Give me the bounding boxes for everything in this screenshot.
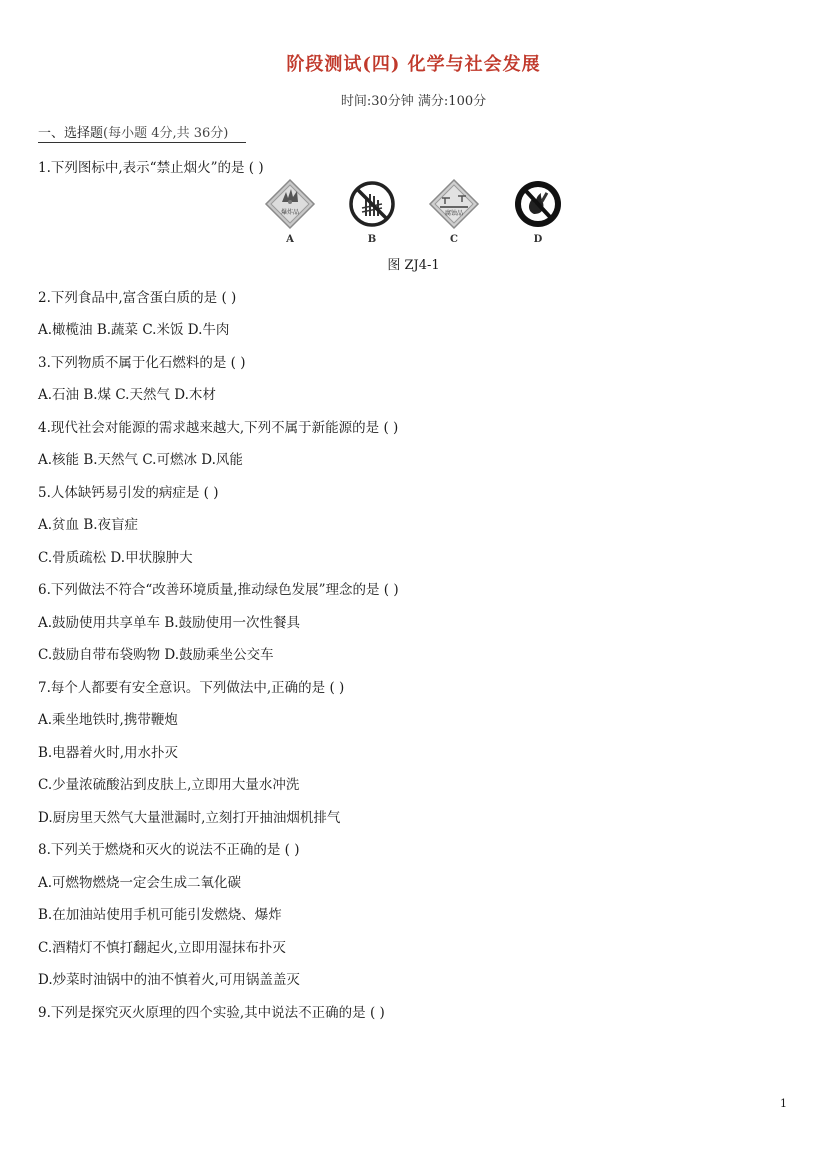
question-8: 8.下列关于燃烧和灭火的说法不正确的是 ( ) xyxy=(38,842,300,858)
question-7: 7.每个人都要有安全意识。下列做法中,正确的是 ( ) xyxy=(38,680,345,696)
question-4: 4.现代社会对能源的需求越来越大,下列不属于新能源的是 ( ) xyxy=(38,420,399,436)
corrosive-sign-icon xyxy=(424,178,484,248)
question-8-option-b: B.在加油站使用手机可能引发燃烧、爆炸 xyxy=(38,907,282,923)
figure-label-a: A xyxy=(286,234,294,245)
question-8-option-a: A.可燃物燃烧一定会生成二氧化碳 xyxy=(38,875,242,891)
page-title: 阶段测试(四) 化学与社会发展 xyxy=(286,54,541,75)
question-5: 5.人体缺钙易引发的病症是 ( ) xyxy=(38,485,219,501)
figure-label-d: D xyxy=(533,234,543,245)
page-number: 1 xyxy=(780,1097,787,1110)
question-7-option-d: D.厨房里天然气大量泄漏时,立刻打开抽油烟机排气 xyxy=(38,810,341,826)
section-note: (每小题 4分,共 36分) xyxy=(103,126,229,141)
question-8-option-d: D.炒菜时油锅中的油不慎着火,可用锅盖盖灭 xyxy=(38,972,300,988)
question-3: 3.下列物质不属于化石燃料的是 ( ) xyxy=(38,355,246,371)
question-7-option-b: B.电器着火时,用水扑灭 xyxy=(38,745,179,761)
question-4-options: A.核能 B.天然气 C.可燃冰 D.风能 xyxy=(38,452,243,468)
question-6-options-2: C.鼓励自带布袋购物 D.鼓励乘坐公交车 xyxy=(38,647,274,663)
question-2-options: A.橄榄油 B.蔬菜 C.米饭 D.牛肉 xyxy=(38,322,230,338)
no-fireworks-sign-icon xyxy=(342,178,402,248)
section-label: 一、选择题 xyxy=(38,126,104,141)
sign-c-text: 腐蚀品 xyxy=(444,210,464,217)
question-7-option-a: A.乘坐地铁时,携带鞭炮 xyxy=(38,712,178,728)
question-1: 1.下列图标中,表示“禁止烟火”的是 ( ) xyxy=(38,160,264,176)
section-heading xyxy=(38,122,246,143)
question-5-options-1: A.贫血 B.夜盲症 xyxy=(38,517,139,533)
explosive-sign-icon xyxy=(260,178,320,248)
question-6-options-1: A.鼓励使用共享单车 B.鼓励使用一次性餐具 xyxy=(38,615,301,631)
figure-label-c: C xyxy=(450,234,458,245)
question-6: 6.下列做法不符合“改善环境质量,推动绿色发展”理念的是 ( ) xyxy=(38,582,399,598)
sign-figure xyxy=(260,178,580,248)
question-7-option-c: C.少量浓硫酸沾到皮肤上,立即用大量水冲洗 xyxy=(38,777,300,793)
no-smoking-fire-sign-icon xyxy=(508,178,568,248)
figure-caption: 图 ZJ4-1 xyxy=(387,258,440,273)
question-8-option-c: C.酒精灯不慎打翻起火,立即用湿抹布扑灭 xyxy=(38,940,286,956)
question-3-options: A.石油 B.煤 C.天然气 D.木材 xyxy=(38,387,216,403)
exam-info: 时间:30分钟 满分:100分 xyxy=(340,94,487,109)
figure-label-b: B xyxy=(367,234,377,245)
question-9: 9.下列是探究灭火原理的四个实验,其中说法不正确的是 ( ) xyxy=(38,1005,385,1021)
question-5-options-2: C.骨质疏松 D.甲状腺肿大 xyxy=(38,550,193,566)
question-2: 2.下列食品中,富含蛋白质的是 ( ) xyxy=(38,290,237,306)
sign-a-text: 爆炸品 xyxy=(280,209,300,216)
